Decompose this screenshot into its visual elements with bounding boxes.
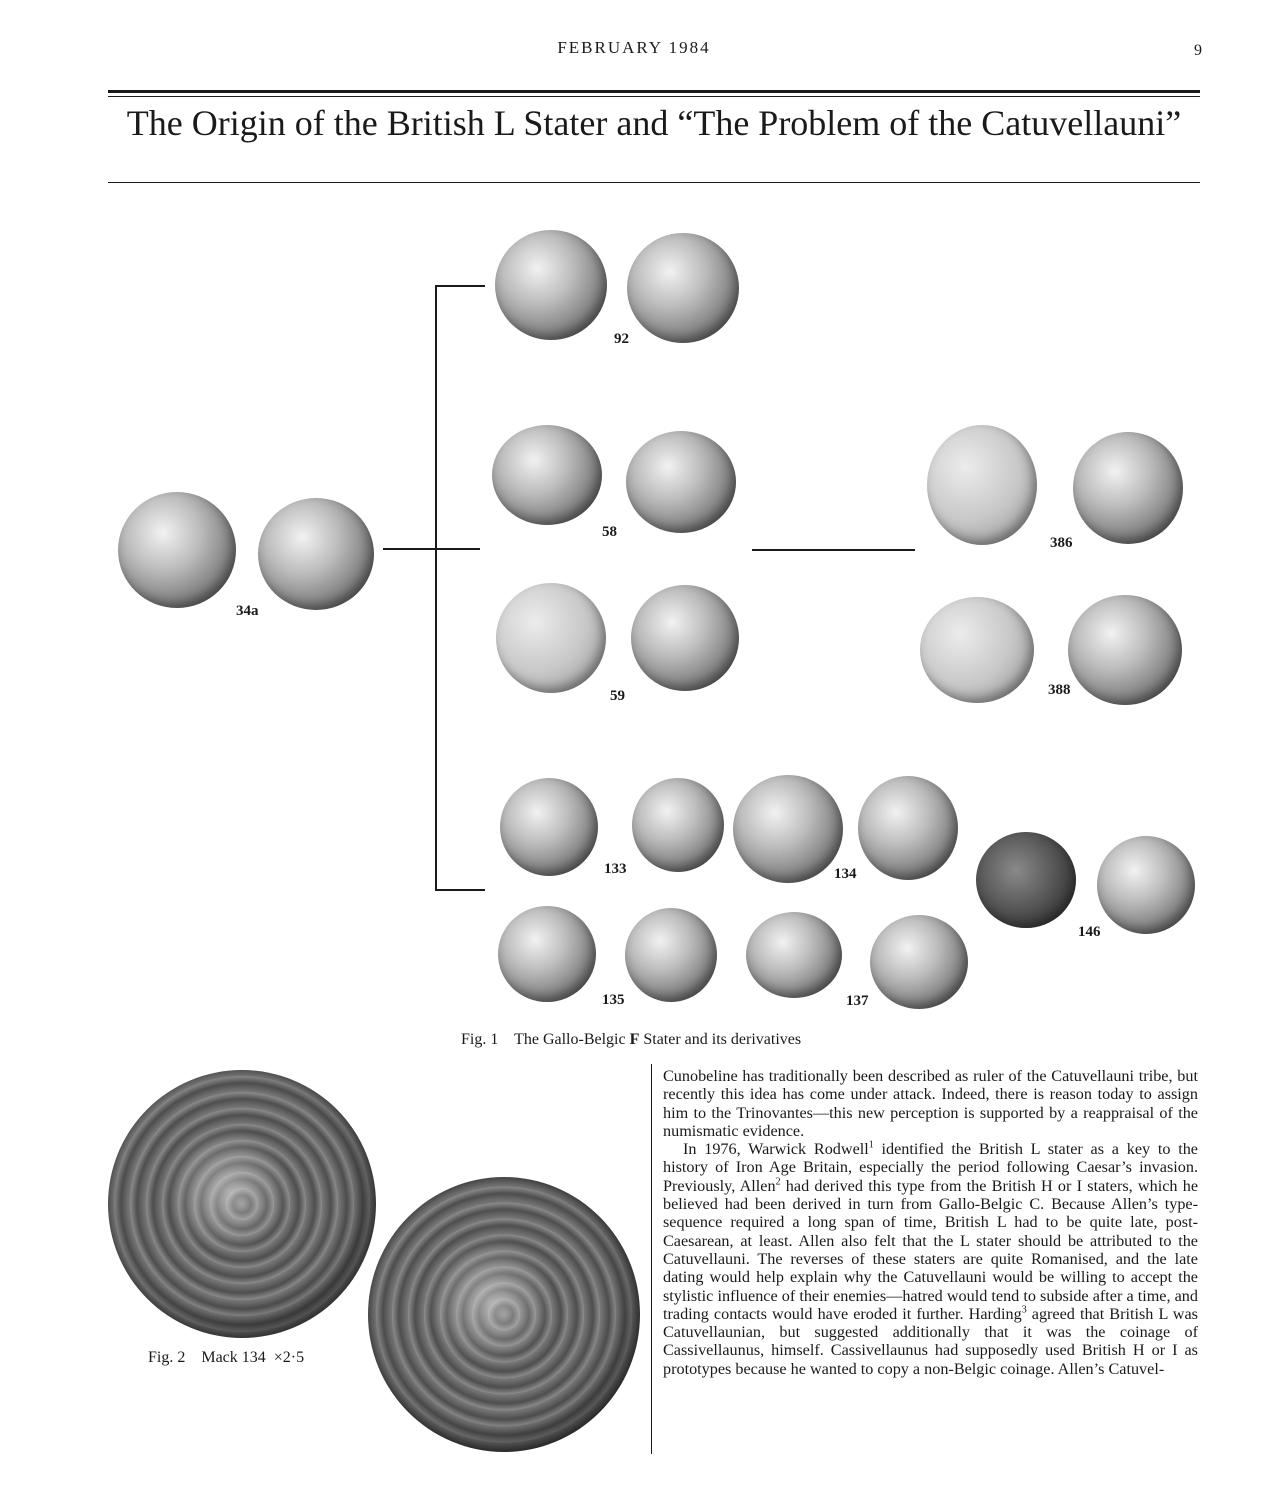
figure-1-caption-text-after: Stater and its derivatives [643, 1031, 802, 1048]
figure-1-caption-bold: F [629, 1031, 640, 1048]
footnote-ref-3: 3 [1021, 1304, 1027, 1316]
coin-137-reverse [870, 915, 968, 1009]
paragraph-2-part-c: had derived this type from the British H or I staters, which he believed had been derived in turn from Gallo-Belgic C. Because Allen’s type-sequence required a long span of time, British L had to be quite late, post-Caesarean, at least. Allen also felt that the L stater should be attributed to the Catuvellauni. The reverses of these staters are quite Romanised, and the late dating would help explain why the Catuvellauni would be willing to accept the stylistic influence of their enemies—hatred would tend to subside after a time, and trading contacts would have eroded it further. Harding [663, 1176, 1198, 1323]
figure-2-caption: Fig. 2 Mack 134 ×2·5 [148, 1349, 305, 1366]
coin-386-obverse [927, 425, 1037, 545]
coin-133-reverse [632, 778, 724, 872]
paragraph-1: Cunobeline has traditionally been described as ruler of the Catuvellauni tribe, but recently this idea has come under attack. Indeed, there is reason today to assign him to the Trinovantes—this new perception is supported by a reappraisal of the numismatic evidence. [663, 1067, 1198, 1140]
coin-label-92: 92 [614, 331, 629, 347]
connector-from-34a [383, 548, 480, 550]
coin-146-reverse [1097, 836, 1195, 934]
coin-mack-134-obverse [108, 1070, 376, 1338]
coin-92-obverse [495, 230, 607, 340]
title-rule-bottom [108, 182, 1200, 183]
coin-133-obverse [500, 778, 598, 876]
article-title: The Origin of the British L Stater and “The Problem of the Catuvellauni” [126, 103, 1182, 143]
coin-label-137: 137 [846, 993, 869, 1009]
coin-388-obverse [920, 597, 1034, 703]
coin-134-reverse [858, 776, 958, 880]
coin-58-reverse [626, 431, 736, 533]
coin-label-34a: 34a [236, 603, 259, 619]
coin-mack-134-reverse [368, 1177, 640, 1452]
coin-92-reverse [627, 233, 739, 343]
body-text [663, 1067, 1198, 1378]
figure-1-caption [461, 1031, 801, 1049]
coin-137-obverse [746, 912, 842, 998]
coin-label-133: 133 [604, 861, 627, 877]
connector-to-92 [435, 285, 485, 287]
coin-134-obverse [733, 775, 843, 883]
page-number: 9 [1194, 42, 1202, 59]
column-rule [651, 1064, 652, 1454]
paragraph-2-part-b: identified the British L stater as a key to the history of Iron Age Britain, especially the period following Caesar’s invasion. Previously, Allen [663, 1140, 1198, 1195]
paragraph-2 [663, 1140, 1198, 1378]
coin-34a-obverse [118, 492, 236, 608]
figure-1-number: Fig. 1 [461, 1031, 499, 1048]
footnote-ref-2: 2 [775, 1176, 781, 1188]
footnote-ref-1: 1 [868, 1139, 874, 1151]
title-rule-top-thick [108, 90, 1200, 93]
coin-135-reverse [625, 908, 717, 1002]
coin-146-obverse [976, 832, 1076, 928]
coin-label-59: 59 [610, 688, 625, 704]
coin-59-reverse [631, 585, 739, 691]
paragraph-2-part-d: agreed that British L was Catuvellaunian, but suggested additionally that it was the coinage of Cassivellaunus, himself. Cassivellaunus had supposedly used British H or I as prototypes because he wanted to copy a non-Belgic coinage. Allen’s Catuvel- [663, 1304, 1198, 1378]
coin-34a-reverse [258, 498, 374, 610]
coin-388-reverse [1068, 595, 1182, 705]
title-rule-top-thin [108, 96, 1200, 97]
connector-to-386 [752, 549, 915, 551]
coin-label-134: 134 [834, 866, 857, 882]
coin-58-obverse [492, 425, 602, 525]
coin-59-obverse [496, 583, 606, 693]
connector-to-133 [435, 889, 485, 891]
coin-label-58: 58 [602, 524, 617, 540]
coin-label-146: 146 [1078, 924, 1101, 940]
paragraph-2-part-a: In 1976, Warwick Rodwell [683, 1140, 869, 1159]
connector-vertical [435, 285, 437, 891]
coin-label-386: 386 [1050, 535, 1073, 551]
coin-135-obverse [498, 906, 596, 1002]
figure-1-caption-text-before: The Gallo-Belgic [514, 1031, 626, 1048]
running-head: FEBRUARY 1984 [557, 38, 711, 57]
coin-386-reverse [1073, 432, 1183, 544]
coin-label-135: 135 [602, 992, 625, 1008]
coin-label-388: 388 [1048, 682, 1071, 698]
